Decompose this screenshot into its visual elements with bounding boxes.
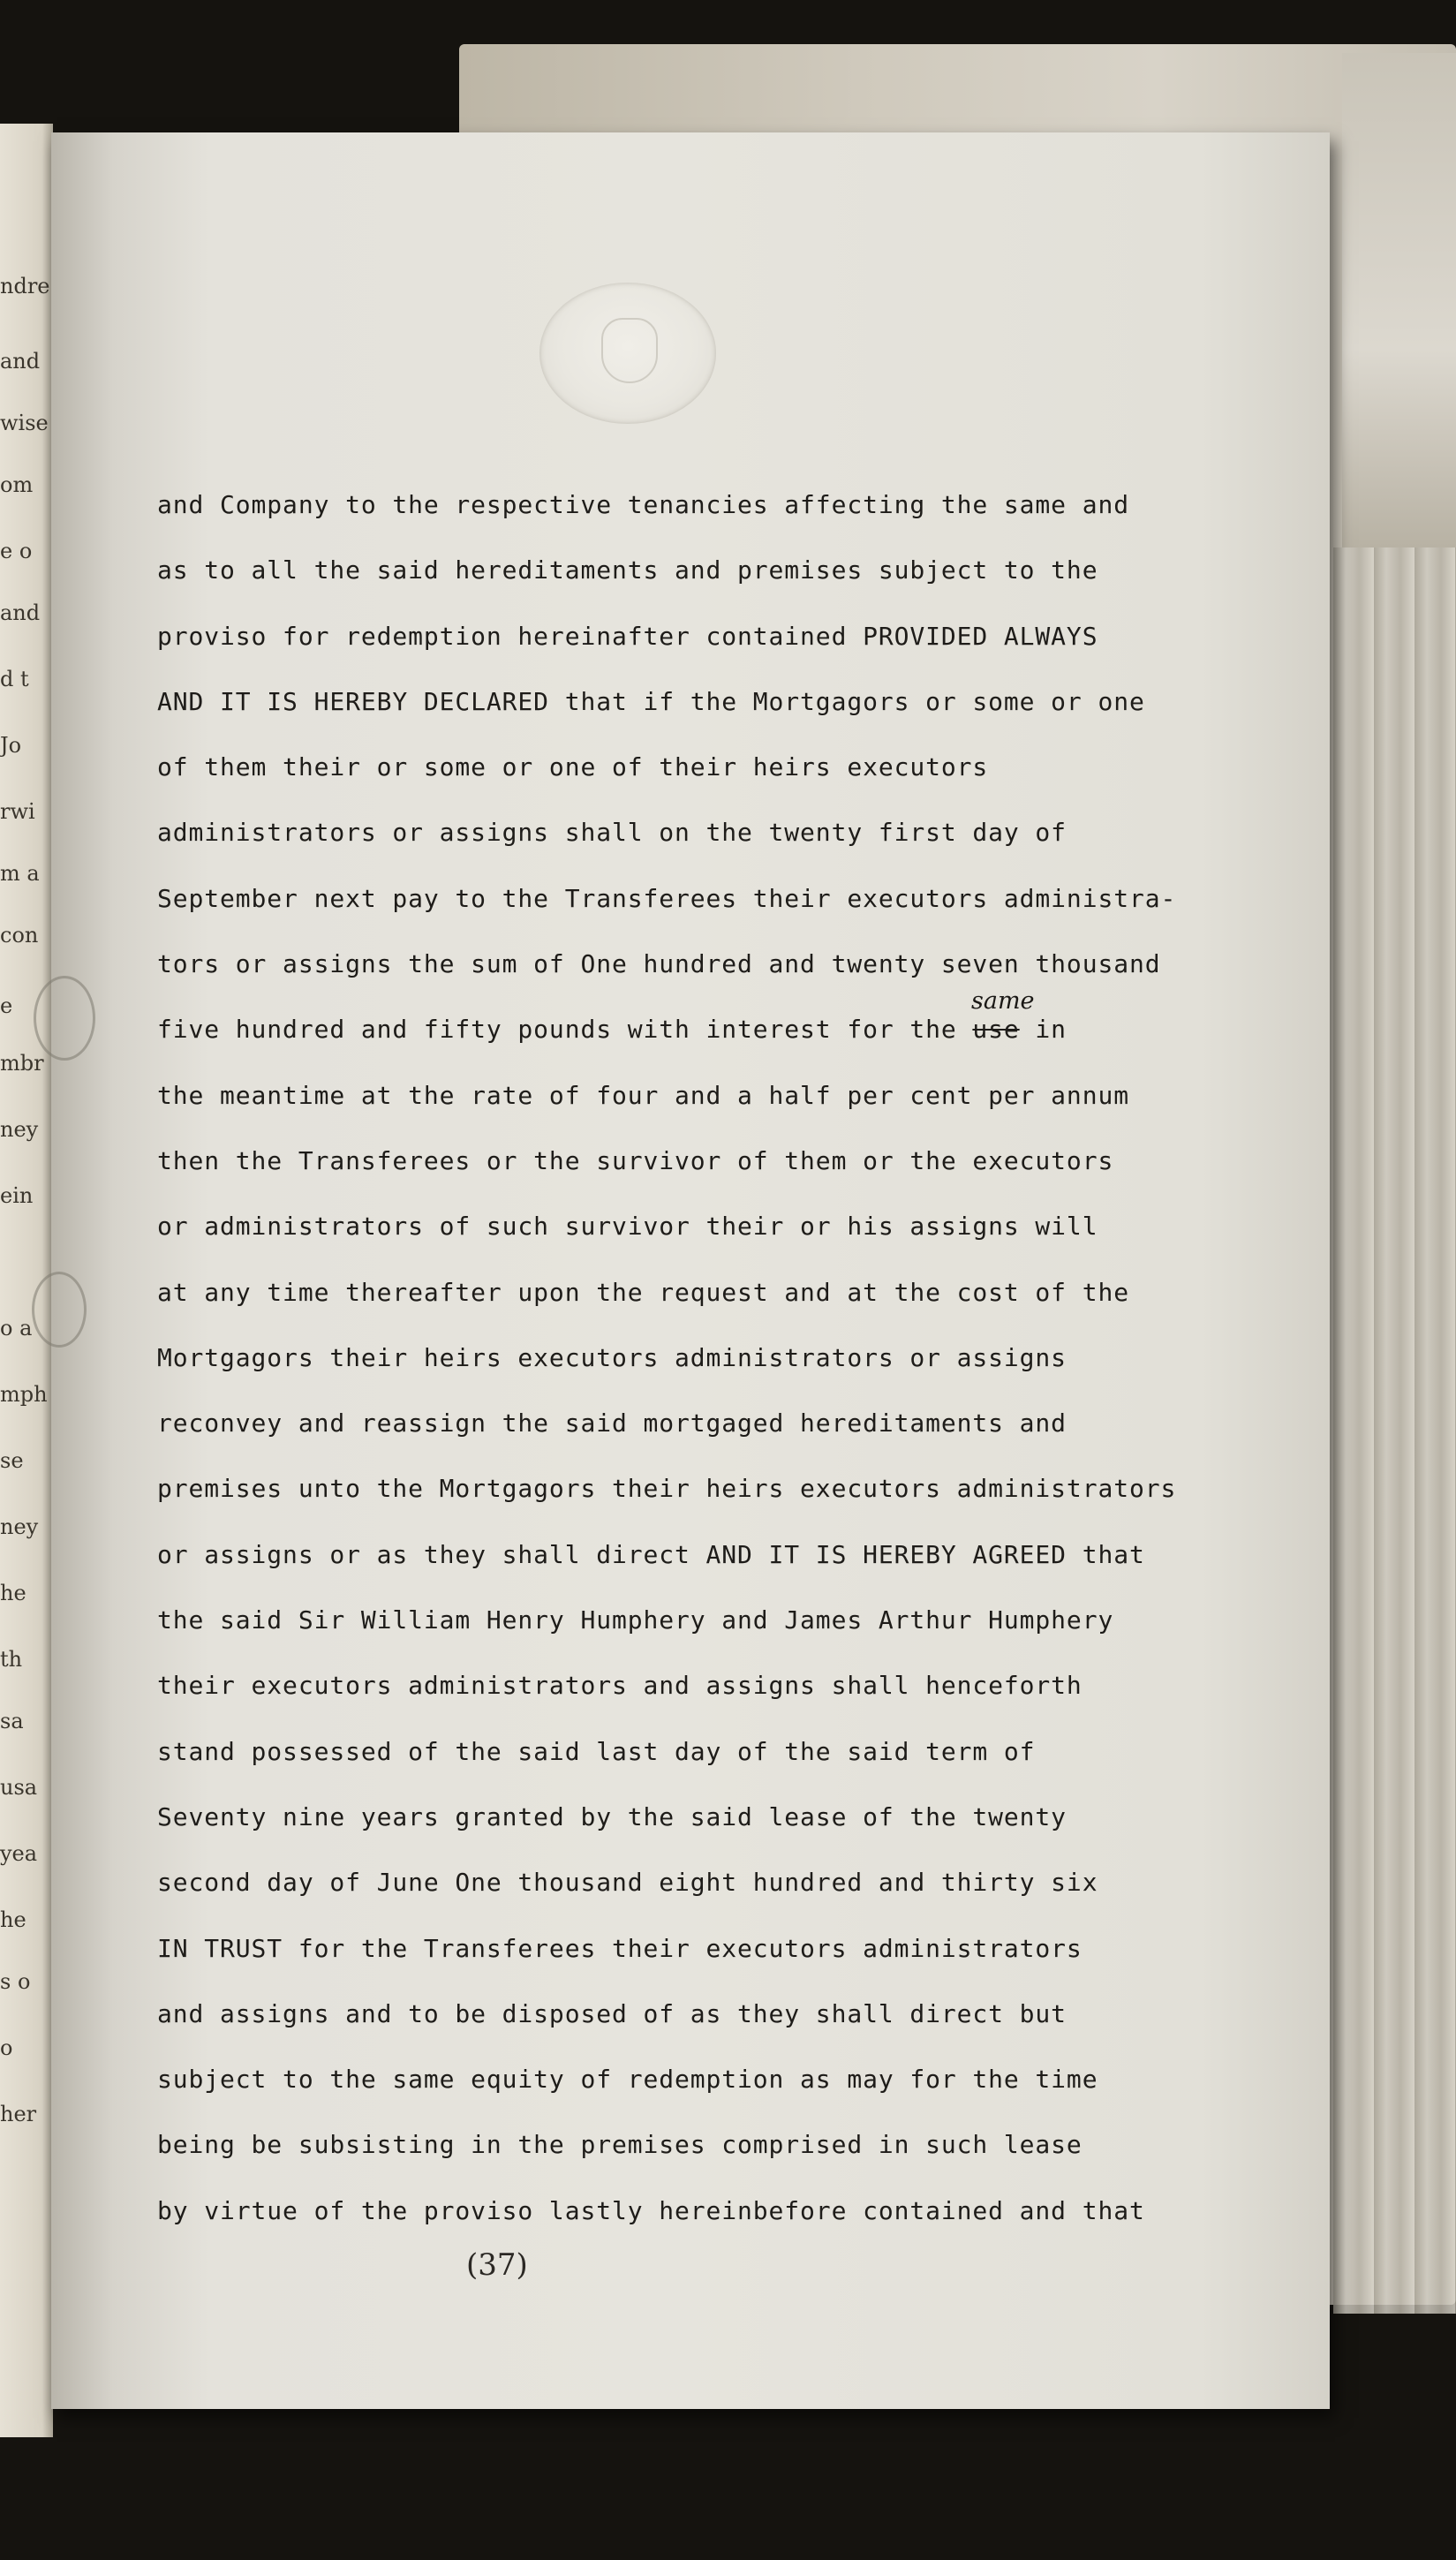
deed-text	[157, 472, 1332, 2244]
facing-page-fragment: ney	[0, 1117, 39, 1142]
facing-page-fragment: th	[0, 1647, 23, 1672]
facing-page-fragment: rwi	[0, 799, 35, 824]
text-line-end: in	[1019, 1015, 1067, 1045]
seal-crest-icon	[601, 318, 658, 383]
facing-page-fragment: her	[0, 2102, 37, 2126]
text-line-start: five hundred and fifty pounds with interest for the	[157, 1015, 973, 1045]
facing-page-fragment: ein	[0, 1183, 34, 1208]
page-number: (37)	[466, 2247, 528, 2283]
facing-page-fragment: yea	[0, 1841, 38, 1866]
text-line: AND IT IS HEREBY DECLARED that if the Mortgagors or some or one	[157, 686, 1145, 716]
text-line: stand possessed of the said last day of the said term of	[157, 1736, 1036, 1766]
wrapper-strip	[1333, 547, 1456, 2314]
text-line: reconvey and reassign the said mortgaged hereditaments and	[157, 1408, 1067, 1439]
text-line: being be subsisting in the premises comprised in such lease	[157, 2130, 1083, 2160]
facing-page-fragment: e	[0, 993, 13, 1018]
facing-page-fragment: Jo	[0, 733, 22, 758]
text-line-with-correction	[157, 997, 1332, 1062]
text-line: the said Sir William Henry Humphery and James Arthur Humphery	[157, 1605, 1114, 1635]
facing-page-fragment: d t	[0, 667, 29, 691]
facing-page-fragment: he	[0, 1581, 26, 1605]
facing-page-fragment: se	[0, 1448, 24, 1473]
facing-page-fragment: om	[0, 472, 34, 497]
text-line: the meantime at the rate of four and a half per cent per annum	[157, 1080, 1129, 1110]
text-line: of them their or some or one of their heirs executors	[157, 752, 989, 782]
facing-page-fragment: ney	[0, 1514, 39, 1539]
facing-page-fragment: s o	[0, 1969, 31, 1994]
facing-page-fragment: mbr	[0, 1051, 44, 1076]
text-line: or assigns or as they shall direct AND IT IS HEREBY AGREED that	[157, 1539, 1145, 1569]
facing-page-fragment: o	[0, 2035, 13, 2060]
text-line: their executors administrators and assigns shall henceforth	[157, 1671, 1083, 1701]
facing-page-fragment: he	[0, 1907, 26, 1932]
text-line: and Company to the respective tenancies affecting the same and	[157, 490, 1129, 519]
facing-page-fragment: wise	[0, 411, 49, 435]
text-line: premises unto the Mortgagors their heirs executors administrators	[157, 1474, 1177, 1504]
text-line: IN TRUST for the Transferees their executors administrators	[157, 1933, 1083, 1963]
text-line: Mortgagors their heirs executors administrators or assigns	[157, 1342, 1067, 1372]
text-line: and assigns and to be disposed of as they shall direct but	[157, 1998, 1067, 2028]
text-line: proviso for redemption hereinafter contained PROVIDED ALWAYS	[157, 621, 1098, 651]
text-line: administrators or assigns shall on the twenty first day of	[157, 818, 1067, 848]
facing-page-fragment: sa	[0, 1709, 24, 1733]
embossed-seal	[539, 283, 716, 424]
text-line: at any time thereafter upon the request and at the cost of the	[157, 1277, 1129, 1307]
facing-page-fragment: o a	[0, 1316, 33, 1340]
struck-word: use	[972, 1015, 1020, 1045]
text-line: September next pay to the Transferees their executors administra-	[157, 883, 1177, 913]
text-line: by virtue of the proviso lastly hereinbefore contained and that	[157, 2195, 1145, 2225]
facing-page-fragment: con	[0, 923, 39, 948]
facing-page-fragment: and	[0, 349, 41, 374]
facing-page-fragment: usa	[0, 1775, 38, 1800]
facing-page-fragment: mph	[0, 1382, 48, 1407]
facing-page-fragment: and	[0, 600, 41, 625]
facing-page-fragment: ndre	[0, 274, 50, 298]
handwritten-insertion: same	[971, 987, 1035, 1015]
facing-page-fragment: m a	[0, 861, 40, 886]
ink-stamp-mark	[32, 1272, 87, 1348]
ink-stamp-mark	[34, 976, 95, 1061]
text-line: subject to the same equity of redemption as may for the time	[157, 2065, 1098, 2095]
text-line: Seventy nine years granted by the said lease of the twenty	[157, 1801, 1067, 1831]
text-line: then the Transferees or the survivor of them or the executors	[157, 1145, 1114, 1175]
wrapper-top	[1342, 53, 1456, 547]
facing-page-fragment: e o	[0, 539, 33, 563]
text-line: second day of June One thousand eight hundred and thirty six	[157, 1868, 1098, 1898]
document-page	[51, 132, 1330, 2409]
text-line: tors or assigns the sum of One hundred and twenty seven thousand	[157, 949, 1161, 979]
text-line: as to all the said hereditaments and premises subject to the	[157, 555, 1098, 585]
text-line: or administrators of such survivor their or his assigns will	[157, 1212, 1098, 1242]
